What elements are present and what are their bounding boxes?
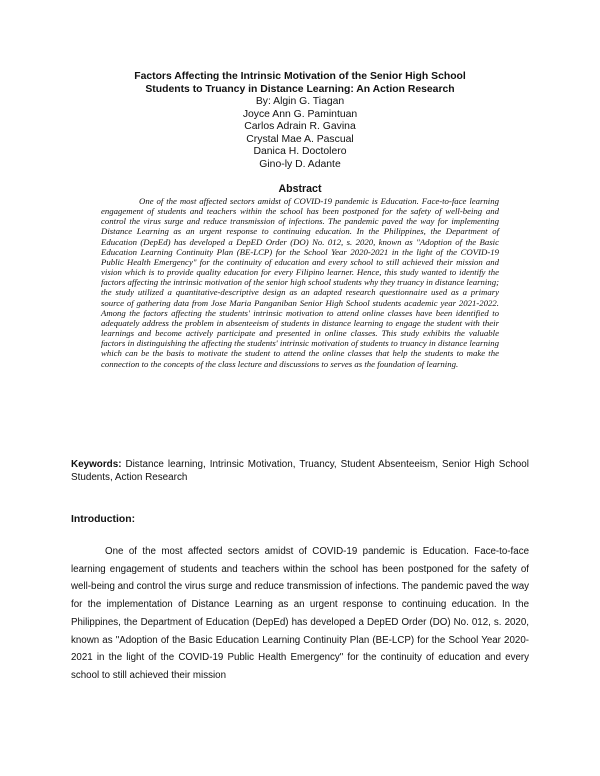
author-line: Danica H. Doctolero [253,146,347,158]
paper-title [0,70,600,96]
title-line-1: Factors Affecting the Intrinsic Motivation of the Senior High School [134,71,466,82]
author-line: Carlos Adrain R. Gavina [244,121,356,133]
abstract-body: One of the most affected sectors amidst of COVID-19 pandemic is Education. Face-to-face learning engagement of students and teachers within the school has been postponed for the safety of well-being and control the virus surge and reduce transmission of infections. The pandemic paved the way for implementing Distance Learning as an urgent response to continuing education. In the Philippines, the Department of Education (DepEd) has developed a DepED Order (DO) No. 012, s. 2020, known as "Adoption of the Basic Education Learning Continuity Plan (BE-LCP) for the School Year 2020-2021 in the light of the COVID-19 Public Health Emergency" for the continuity of education and every school to still achieved their mission and vision which is to provide quality education for every Filipino learner. Hence, this study wanted to identify the factors affecting the intrinsic motivation of the senior high school students why they truancy in distance learning; the study utilized a quantitative-descriptive design as an adapted research questionnaire used as a primary source of gathering data from Jose Maria Panganiban Senior High School students academic year 2021-2022. Among the factors affecting the students' intrinsic motivation to attend online classes have been identified to adequately address the problem in absenteeism of students in distance learning to engage the student with their learnings and become actively participate and presented in online classes. This study exhibits the valuable factors in distinguishing the affecting the students' intrinsic motivation of students to truancy in distance learning which can be the basis to motivate the student to attend the online classes that help the students to make the connection to the concepts of the class lecture and discussions to serves as the foundation of learning. [101,196,499,369]
keywords-paragraph [71,458,529,484]
author-list [0,96,600,172]
keywords-label: Keywords: [71,459,122,470]
abstract-heading: Abstract [278,183,322,195]
author-line: By: Algin G. Tiagan [255,96,345,107]
author-line: Gino-ly D. Adante [259,158,341,170]
title-line-2: Students to Truancy in Distance Learning: An Action Research [145,84,455,95]
introduction-body: One of the most affected sectors amidst of COVID-19 pandemic is Education. Face-to-face learning engagement of students and teachers within the school has been postponed for the safety of well-being and control the virus surge and reduce transmission of infections. The pandemic paved the way for the implementation of Distance Learning as an urgent response to continuing education. In the Philippines, the Department of Education (DepEd) has developed a DepED Order (DO) No. 012, s. 2020, known as "Adoption of the Basic Education Learning Continuity Plan (BE-LCP) for the School Year 2020-2021 in the light of the COVID-19 Public Health Emergency" for the continuity of education and every school to still achieved their mission [71,546,529,681]
author-line: Crystal Mae A. Pascual [246,133,354,145]
introduction-heading: Introduction: [71,514,136,525]
author-line: Joyce Ann G. Pamintuan [242,108,358,120]
keywords-text: Distance learning, Intrinsic Motivation, Truancy, Student Absenteeism, Senior High School Students, Action Research [71,459,529,484]
